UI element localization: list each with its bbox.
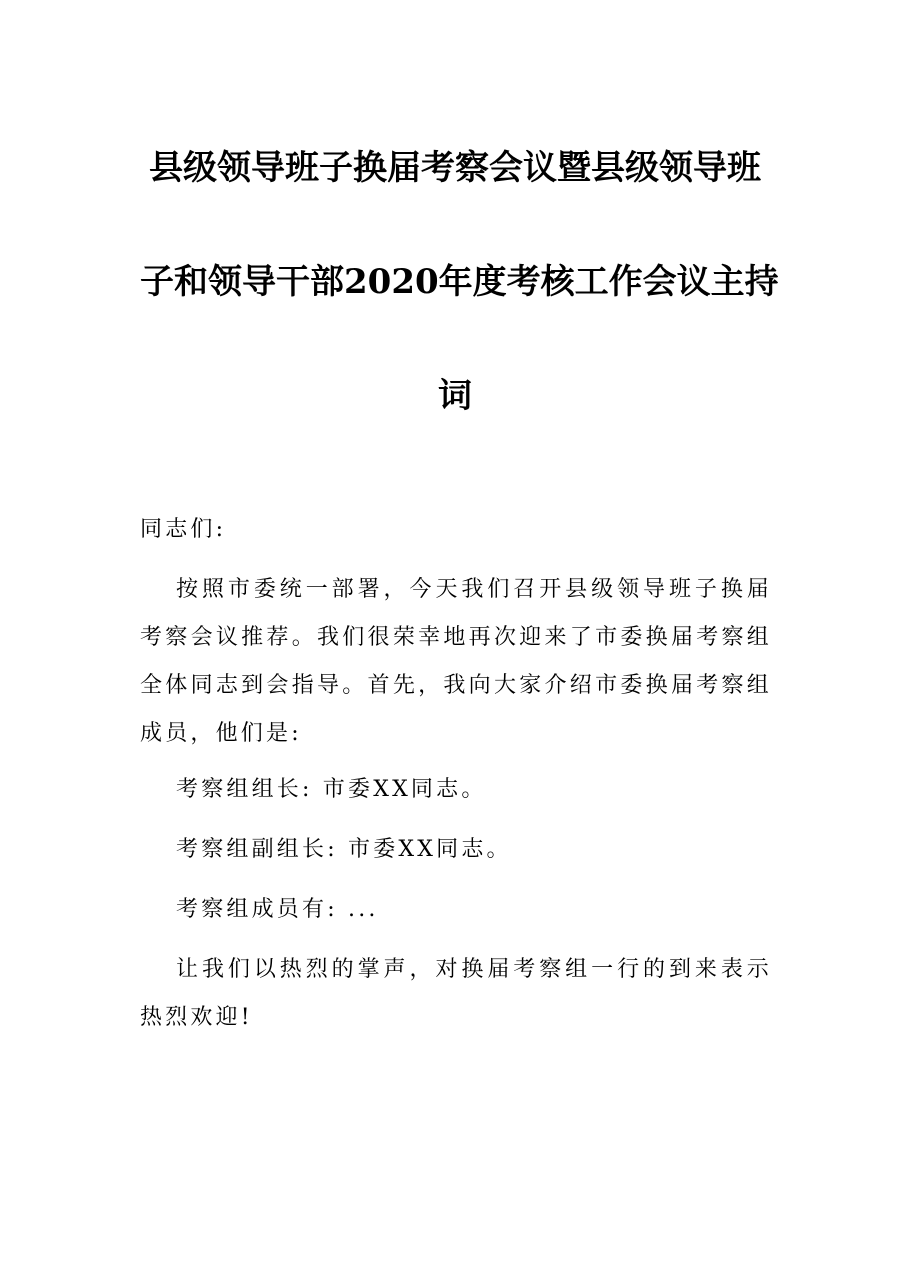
document-title-line-1: 县级领导班子换届考察会议暨县级领导班 (149, 148, 761, 188)
team-deputy-line: 考察组副组长: 市委XX同志。 (176, 837, 512, 862)
welcome-paragraph: 让我们以热烈的掌声，对换届考察组一行的到来表示热烈欢迎! (140, 957, 772, 1030)
intro-paragraph: 按照市委统一部署，今天我们召开县级领导班子换届考察会议推荐。我们很荣幸地再次迎来了市委换届考察组全体同志到会指导。首先，我向大家介绍市委换届考察组成员，他们是: (140, 577, 772, 746)
document-title-line-3: 词 (438, 376, 472, 416)
salutation: 同志们: (140, 517, 227, 542)
team-leader-line: 考察组组长: 市委XX同志。 (176, 777, 487, 802)
team-members-line: 考察组成员有: ... (176, 897, 379, 922)
document-title-line-2: 子和领导干部2020年度考核工作会议主持 (140, 262, 779, 302)
